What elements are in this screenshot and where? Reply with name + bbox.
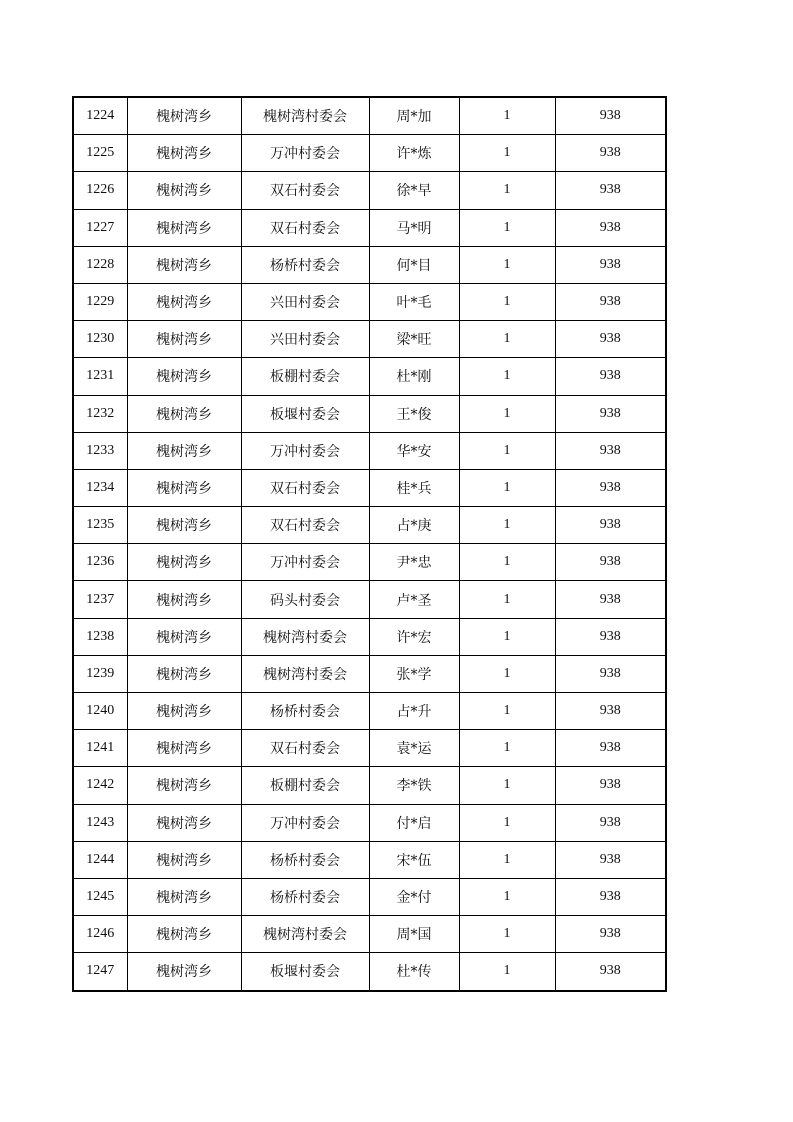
row-number-cell: 1234 (73, 469, 127, 506)
table-row (73, 507, 666, 544)
amount-cell: 938 (555, 693, 666, 730)
roster-table (72, 96, 667, 992)
village-committee-cell: 杨桥村委会 (241, 878, 369, 915)
town-cell: 槐树湾乡 (127, 730, 241, 767)
row-number-cell: 1242 (73, 767, 127, 804)
person-name-cell: 许*宏 (369, 618, 459, 655)
table-row (73, 730, 666, 767)
village-committee-cell: 万冲村委会 (241, 135, 369, 172)
town-cell: 槐树湾乡 (127, 358, 241, 395)
town-cell: 槐树湾乡 (127, 283, 241, 320)
person-name-cell: 梁*旺 (369, 321, 459, 358)
amount-cell: 938 (555, 878, 666, 915)
person-name-cell: 张*学 (369, 655, 459, 692)
row-number-cell: 1235 (73, 507, 127, 544)
village-committee-cell: 双石村委会 (241, 507, 369, 544)
row-number-cell: 1247 (73, 953, 127, 991)
count-cell: 1 (459, 841, 555, 878)
table-row (73, 767, 666, 804)
village-committee-cell: 杨桥村委会 (241, 246, 369, 283)
person-name-cell: 何*目 (369, 246, 459, 283)
person-name-cell: 王*俊 (369, 395, 459, 432)
count-cell: 1 (459, 953, 555, 991)
amount-cell: 938 (555, 953, 666, 991)
amount-cell: 938 (555, 544, 666, 581)
person-name-cell: 华*安 (369, 432, 459, 469)
row-number-cell: 1237 (73, 581, 127, 618)
person-name-cell: 占*庚 (369, 507, 459, 544)
table-row (73, 172, 666, 209)
person-name-cell: 叶*毛 (369, 283, 459, 320)
count-cell: 1 (459, 730, 555, 767)
person-name-cell: 许*炼 (369, 135, 459, 172)
person-name-cell: 李*铁 (369, 767, 459, 804)
town-cell: 槐树湾乡 (127, 655, 241, 692)
town-cell: 槐树湾乡 (127, 321, 241, 358)
table-row (73, 916, 666, 953)
town-cell: 槐树湾乡 (127, 581, 241, 618)
table-row (73, 804, 666, 841)
count-cell: 1 (459, 172, 555, 209)
row-number-cell: 1243 (73, 804, 127, 841)
count-cell: 1 (459, 321, 555, 358)
row-number-cell: 1245 (73, 878, 127, 915)
amount-cell: 938 (555, 767, 666, 804)
table-row (73, 321, 666, 358)
table-row (73, 469, 666, 506)
person-name-cell: 桂*兵 (369, 469, 459, 506)
village-committee-cell: 板棚村委会 (241, 767, 369, 804)
amount-cell: 938 (555, 916, 666, 953)
amount-cell: 938 (555, 209, 666, 246)
table-row (73, 432, 666, 469)
table-row (73, 209, 666, 246)
amount-cell: 938 (555, 135, 666, 172)
row-number-cell: 1241 (73, 730, 127, 767)
person-name-cell: 马*明 (369, 209, 459, 246)
person-name-cell: 卢*圣 (369, 581, 459, 618)
village-committee-cell: 板堰村委会 (241, 395, 369, 432)
row-number-cell: 1233 (73, 432, 127, 469)
table-row (73, 544, 666, 581)
amount-cell: 938 (555, 395, 666, 432)
town-cell: 槐树湾乡 (127, 246, 241, 283)
table-row (73, 97, 666, 135)
table-row (73, 246, 666, 283)
amount-cell: 938 (555, 97, 666, 135)
amount-cell: 938 (555, 507, 666, 544)
row-number-cell: 1229 (73, 283, 127, 320)
row-number-cell: 1231 (73, 358, 127, 395)
table-row (73, 358, 666, 395)
amount-cell: 938 (555, 841, 666, 878)
row-number-cell: 1246 (73, 916, 127, 953)
row-number-cell: 1240 (73, 693, 127, 730)
village-committee-cell: 兴田村委会 (241, 283, 369, 320)
row-number-cell: 1238 (73, 618, 127, 655)
person-name-cell: 占*升 (369, 693, 459, 730)
village-committee-cell: 板堰村委会 (241, 953, 369, 991)
row-number-cell: 1232 (73, 395, 127, 432)
town-cell: 槐树湾乡 (127, 97, 241, 135)
village-committee-cell: 槐树湾村委会 (241, 97, 369, 135)
village-committee-cell: 码头村委会 (241, 581, 369, 618)
row-number-cell: 1228 (73, 246, 127, 283)
count-cell: 1 (459, 209, 555, 246)
table-row (73, 581, 666, 618)
person-name-cell: 袁*运 (369, 730, 459, 767)
count-cell: 1 (459, 358, 555, 395)
village-committee-cell: 杨桥村委会 (241, 841, 369, 878)
village-committee-cell: 双石村委会 (241, 172, 369, 209)
village-committee-cell: 双石村委会 (241, 730, 369, 767)
town-cell: 槐树湾乡 (127, 135, 241, 172)
count-cell: 1 (459, 804, 555, 841)
town-cell: 槐树湾乡 (127, 804, 241, 841)
town-cell: 槐树湾乡 (127, 469, 241, 506)
village-committee-cell: 万冲村委会 (241, 804, 369, 841)
village-committee-cell: 槐树湾村委会 (241, 916, 369, 953)
amount-cell: 938 (555, 432, 666, 469)
count-cell: 1 (459, 878, 555, 915)
village-committee-cell: 万冲村委会 (241, 544, 369, 581)
village-committee-cell: 兴田村委会 (241, 321, 369, 358)
town-cell: 槐树湾乡 (127, 953, 241, 991)
town-cell: 槐树湾乡 (127, 209, 241, 246)
count-cell: 1 (459, 135, 555, 172)
count-cell: 1 (459, 544, 555, 581)
person-name-cell: 周*加 (369, 97, 459, 135)
village-committee-cell: 槐树湾村委会 (241, 618, 369, 655)
table-row (73, 878, 666, 915)
town-cell: 槐树湾乡 (127, 878, 241, 915)
table-row (73, 953, 666, 991)
town-cell: 槐树湾乡 (127, 544, 241, 581)
count-cell: 1 (459, 767, 555, 804)
row-number-cell: 1230 (73, 321, 127, 358)
count-cell: 1 (459, 246, 555, 283)
row-number-cell: 1224 (73, 97, 127, 135)
row-number-cell: 1244 (73, 841, 127, 878)
count-cell: 1 (459, 507, 555, 544)
person-name-cell: 周*国 (369, 916, 459, 953)
town-cell: 槐树湾乡 (127, 916, 241, 953)
amount-cell: 938 (555, 246, 666, 283)
person-name-cell: 杜*传 (369, 953, 459, 991)
amount-cell: 938 (555, 172, 666, 209)
row-number-cell: 1227 (73, 209, 127, 246)
table-row (73, 693, 666, 730)
roster-table-body (73, 97, 666, 991)
table-row (73, 395, 666, 432)
table-row (73, 618, 666, 655)
person-name-cell: 付*启 (369, 804, 459, 841)
amount-cell: 938 (555, 581, 666, 618)
row-number-cell: 1239 (73, 655, 127, 692)
row-number-cell: 1236 (73, 544, 127, 581)
count-cell: 1 (459, 655, 555, 692)
amount-cell: 938 (555, 358, 666, 395)
person-name-cell: 金*付 (369, 878, 459, 915)
table-row (73, 841, 666, 878)
village-committee-cell: 双石村委会 (241, 209, 369, 246)
count-cell: 1 (459, 693, 555, 730)
table-row (73, 655, 666, 692)
person-name-cell: 宋*伍 (369, 841, 459, 878)
amount-cell: 938 (555, 283, 666, 320)
amount-cell: 938 (555, 804, 666, 841)
count-cell: 1 (459, 469, 555, 506)
amount-cell: 938 (555, 618, 666, 655)
town-cell: 槐树湾乡 (127, 767, 241, 804)
count-cell: 1 (459, 432, 555, 469)
town-cell: 槐树湾乡 (127, 693, 241, 730)
count-cell: 1 (459, 618, 555, 655)
village-committee-cell: 杨桥村委会 (241, 693, 369, 730)
row-number-cell: 1225 (73, 135, 127, 172)
town-cell: 槐树湾乡 (127, 507, 241, 544)
town-cell: 槐树湾乡 (127, 618, 241, 655)
village-committee-cell: 槐树湾村委会 (241, 655, 369, 692)
town-cell: 槐树湾乡 (127, 172, 241, 209)
count-cell: 1 (459, 916, 555, 953)
town-cell: 槐树湾乡 (127, 841, 241, 878)
person-name-cell: 徐*早 (369, 172, 459, 209)
amount-cell: 938 (555, 655, 666, 692)
amount-cell: 938 (555, 321, 666, 358)
person-name-cell: 尹*忠 (369, 544, 459, 581)
town-cell: 槐树湾乡 (127, 395, 241, 432)
count-cell: 1 (459, 395, 555, 432)
count-cell: 1 (459, 97, 555, 135)
table-row (73, 283, 666, 320)
count-cell: 1 (459, 283, 555, 320)
person-name-cell: 杜*刚 (369, 358, 459, 395)
village-committee-cell: 板棚村委会 (241, 358, 369, 395)
amount-cell: 938 (555, 730, 666, 767)
count-cell: 1 (459, 581, 555, 618)
town-cell: 槐树湾乡 (127, 432, 241, 469)
table-row (73, 135, 666, 172)
village-committee-cell: 万冲村委会 (241, 432, 369, 469)
row-number-cell: 1226 (73, 172, 127, 209)
amount-cell: 938 (555, 469, 666, 506)
village-committee-cell: 双石村委会 (241, 469, 369, 506)
